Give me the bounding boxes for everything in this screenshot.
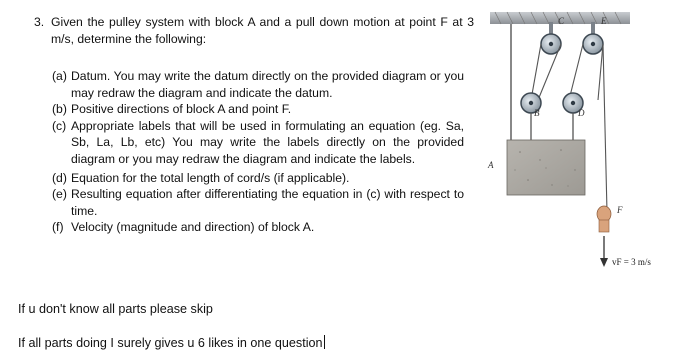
- part-label: (d): [52, 170, 67, 185]
- label-b: B: [534, 108, 540, 118]
- pulley-e-hub: [591, 42, 595, 46]
- note-likes-text: If all parts doing I surely gives u 6 likes in one question: [18, 336, 323, 350]
- label-e: E: [601, 16, 607, 26]
- label-c: C: [558, 16, 565, 26]
- part-label: (e): [52, 187, 67, 202]
- question-number: 3.: [34, 15, 45, 29]
- part-text: Equation for the total length of cord/s (if applicable).: [71, 170, 350, 185]
- part-text: Datum. You may write the datum directly on the provided diagram or you may redraw the diagram and indicate the datum.: [71, 69, 464, 100]
- pulley-b-hub: [529, 101, 533, 105]
- part-label: (a): [52, 69, 67, 83]
- pulley-d-hub: [571, 101, 575, 105]
- question-intro: Given the pulley system with block A and a pull down motion at point F at 3 m/s, determine the following:: [51, 15, 474, 46]
- label-a: A: [488, 160, 494, 170]
- part-label: (c): [52, 118, 67, 133]
- part-label: (f): [52, 220, 64, 235]
- hand-f: [597, 206, 611, 232]
- label-f: F: [617, 205, 623, 215]
- part-label: (b): [52, 102, 67, 117]
- note-skip: If u don't know all parts please skip: [18, 302, 213, 316]
- part-text: Velocity (magnitude and direction) of block A.: [71, 220, 315, 235]
- part-text: Appropriate labels that will be used in formulating an equation (eg. Sa, Sb, La, Lb, etc) You may write the labels directly on the provided diagram or you may redraw the diagram and indicate the labels.: [71, 118, 464, 166]
- label-d: D: [578, 108, 585, 118]
- hanger-e: [591, 22, 595, 34]
- hanger-c: [549, 22, 553, 34]
- pulley-c-hub: [549, 42, 553, 46]
- part-text: Positive directions of block A and point F.: [71, 102, 292, 117]
- velocity-label: vF = 3 m/s: [612, 257, 651, 267]
- velocity-arrow-head: [600, 258, 608, 267]
- part-text: Resulting equation after differentiating the equation in (c) with respect to time.: [71, 187, 464, 218]
